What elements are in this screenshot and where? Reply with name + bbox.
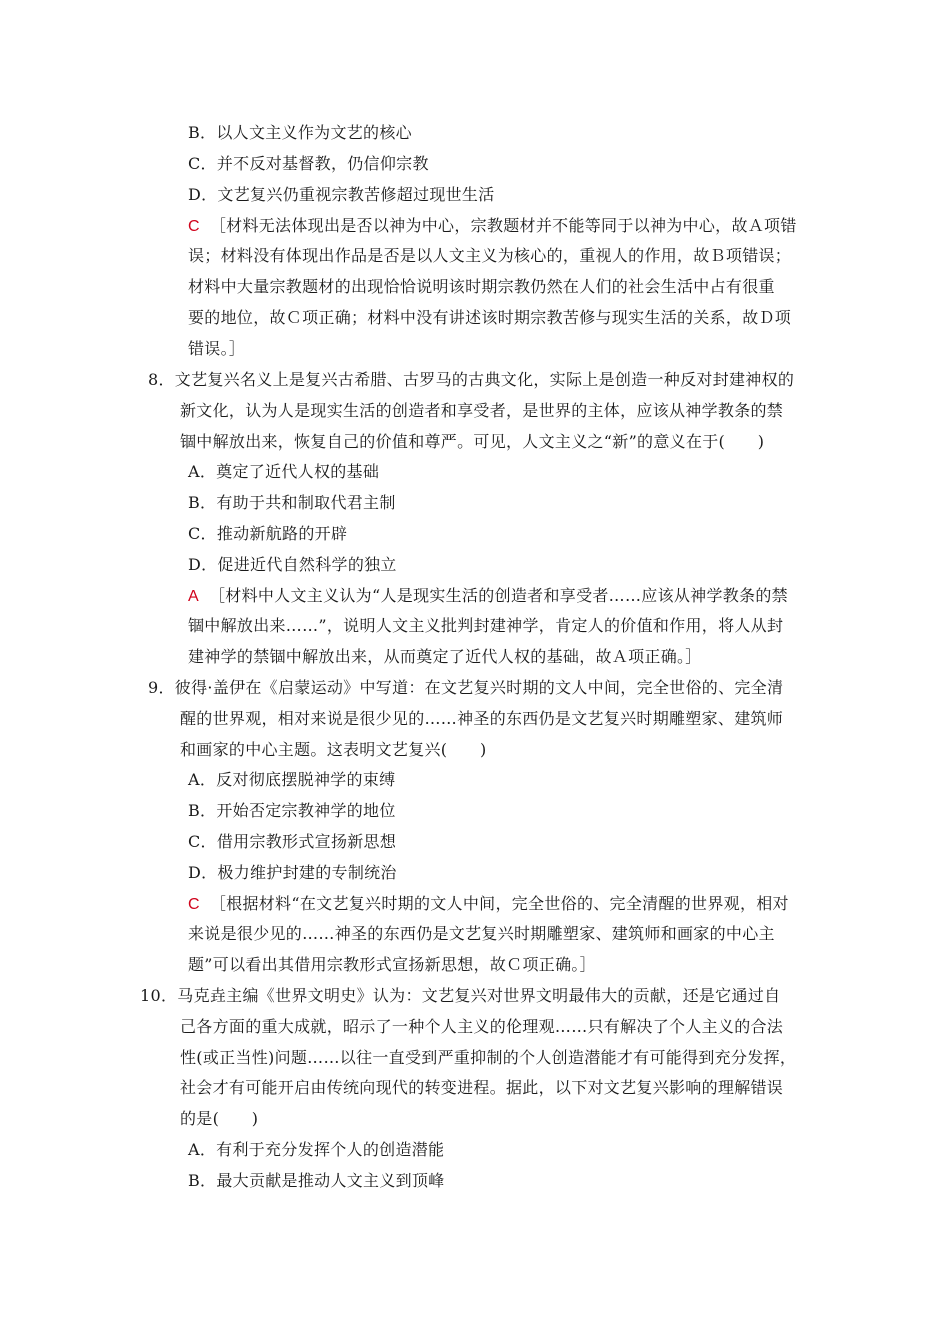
q9-stem-line-1 xyxy=(148,677,783,699)
q8-option-c: C．推动新航路的开辟 xyxy=(188,524,348,543)
q8-explanation-1: ［材料中人文主义认为“人是现实生活的创造者和享受者……应该从神学教条的禁 xyxy=(208,586,788,605)
q9-explanation-2: 来说是很少见的……神圣的东西仍是文艺复兴时期雕塑家、建筑师和画家的中心主 xyxy=(188,924,775,943)
q10-option-b: B．最大贡献是推动人文主义到顶峰 xyxy=(188,1171,445,1190)
q8-answer-letter: A xyxy=(188,588,199,605)
q10-number: 10． xyxy=(140,986,178,1005)
q9-option-d: D．极力维护封建的专制统治 xyxy=(188,863,397,882)
q7-answer-line-1 xyxy=(188,215,797,238)
q7-option-c: C．并不反对基督教，仍信仰宗教 xyxy=(188,154,429,173)
q8-stem-2: 新文化，认为人是现实生活的创造者和享受者，是世界的主体，应该从神学教条的禁 xyxy=(180,401,784,420)
q9-option-c: C．借用宗教形式宣扬新思想 xyxy=(188,832,397,851)
q10-stem-1: 马克垚主编《世界文明史》认为：文艺复兴对世界文明最伟大的贡献，还是它通过自 xyxy=(177,986,781,1005)
q8-stem-line-1 xyxy=(148,369,794,391)
q9-option-a: A．反对彻底摆脱神学的束缚 xyxy=(188,770,396,789)
q8-stem-3: 锢中解放出来，恢复自己的价值和尊严。可见，人文主义之“新”的意义在于( ) xyxy=(180,432,765,451)
q7-explanation-3: 材料中大量宗教题材的出现恰恰说明该时期宗教仍然在人们的社会生活中占有很重 xyxy=(188,277,775,296)
q8-answer-line-1 xyxy=(188,585,788,608)
q9-stem-3: 和画家的中心主题。这表明文艺复兴( ) xyxy=(180,740,487,759)
q10-stem-3: 性(或正当性)问题……以往一直受到严重抑制的个人创造潜能才有可能得到充分发挥， xyxy=(180,1048,797,1067)
q7-explanation-5: 错误。］ xyxy=(188,339,246,358)
q7-explanation-2: 误；材料没有体现出作品是否是以人文主义为核心的，重视人的作用，故Ｂ项错误； xyxy=(188,246,792,265)
q10-stem-line-1 xyxy=(140,985,780,1007)
q10-stem-2: 己各方面的重大成就，昭示了一种个人主义的伦理观……只有解决了个人主义的合法 xyxy=(180,1017,784,1036)
q8-option-a: A．奠定了近代人权的基础 xyxy=(188,462,380,481)
q9-option-b: B．开始否定宗教神学的地位 xyxy=(188,801,396,820)
q10-option-a: A．有利于充分发挥个人的创造潜能 xyxy=(188,1140,445,1159)
q9-explanation-1: ［根据材料“在文艺复兴时期的文人中间，完全世俗的、完全清醒的世界观，相对 xyxy=(209,894,789,913)
q8-option-b: B．有助于共和制取代君主制 xyxy=(188,493,396,512)
q8-number: 8． xyxy=(148,370,175,389)
q9-stem-1: 彼得·盖伊在《启蒙运动》中写道：在文艺复兴时期的文人中间，完全世俗的、完全清 xyxy=(174,678,784,697)
q10-stem-4: 社会才有可能开启由传统向现代的转变进程。据此，以下对文艺复兴影响的理解错误 xyxy=(180,1078,784,1097)
q7-explanation-1: ［材料无法体现出是否以神为中心，宗教题材并不能等同于以神为中心，故Ａ项错 xyxy=(209,216,797,235)
q7-option-b: B．以人文主义作为文艺的核心 xyxy=(188,123,412,142)
q9-number: 9． xyxy=(148,678,175,697)
q10-stem-5: 的是( ) xyxy=(180,1109,259,1128)
q9-stem-2: 醒的世界观，相对来说是很少见的……神圣的东西仍是文艺复兴时期雕塑家、建筑师 xyxy=(180,709,784,728)
q8-option-d: D．促进近代自然科学的独立 xyxy=(188,555,397,574)
q9-answer-line-1 xyxy=(188,893,789,916)
q8-stem-1: 文艺复兴名义上是复兴古希腊、古罗马的古典文化，实际上是创造一种反对封建神权的 xyxy=(174,370,795,389)
q8-explanation-3: 建神学的禁锢中解放出来，从而奠定了近代人权的基础，故Ａ项正确。］ xyxy=(188,647,702,666)
q7-explanation-4: 要的地位，故Ｃ项正确；材料中没有讲述该时期宗教苦修与现实生活的关系，故Ｄ项 xyxy=(188,308,792,327)
q8-explanation-2: 锢中解放出来……”，说明人文主义批判封建神学，肯定人的价值和作用，将人从封 xyxy=(188,616,784,635)
q7-answer-letter: C xyxy=(188,218,200,235)
q9-explanation-3: 题”可以看出其借用宗教形式宣扬新思想，故Ｃ项正确。］ xyxy=(188,955,596,974)
q9-answer-letter: C xyxy=(188,896,200,913)
q7-option-d: D．文艺复兴仍重视宗教苦修超过现世生活 xyxy=(188,185,495,204)
